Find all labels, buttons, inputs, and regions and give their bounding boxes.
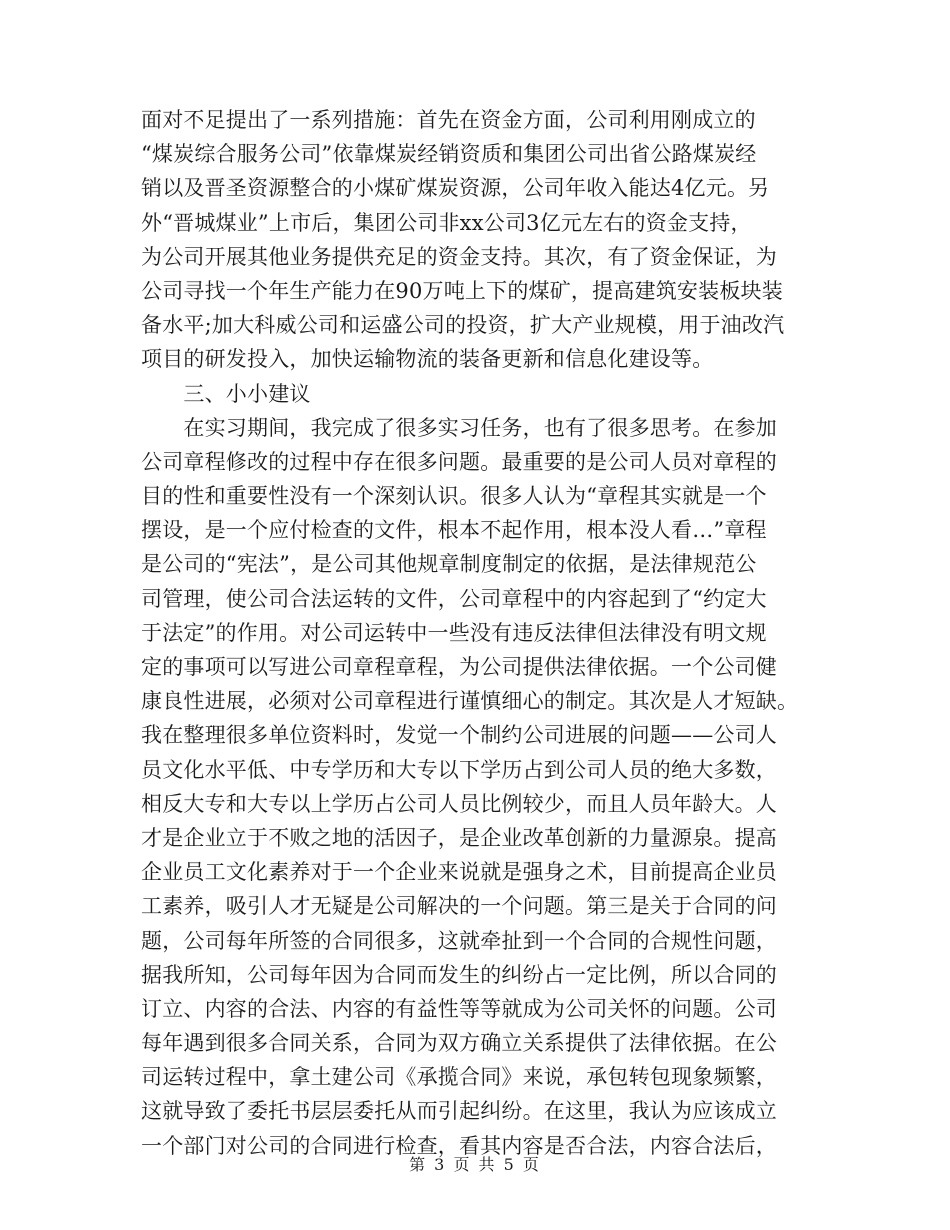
- text-line: 这就导致了委托书层层委托从而引起纠纷。在这里，我认为应该成立: [141, 1099, 777, 1124]
- page-number-footer: 第 3 页 共 5 页: [409, 1155, 541, 1174]
- text-line: 摆设，是一个应付检查的文件，根本不起作用，根本没人看…”章程: [141, 518, 767, 543]
- text-line: 据我所知，公司每年因为合同而发生的纠纷占一定比例，所以合同的: [141, 962, 777, 987]
- text-line: 外“晋城煤业”上市后，集团公司非xx公司3亿元左右的资金支持，: [141, 210, 752, 235]
- text-line: 面对不足提出了一系列措施：首先在资金方面，公司利用刚成立的: [141, 108, 756, 132]
- text-line: 公司章程修改的过程中存在很多问题。最重要的是公司人员对章程的: [141, 449, 777, 474]
- text-line: 订立、内容的合法、内容的有益性等等就成为公司关怀的问题。公司: [141, 996, 777, 1021]
- body-text: [141, 103, 813, 1163]
- text-line: 康良性进展，必须对公司章程进行谨慎细心的制定。其次是人才短缺。: [141, 689, 799, 714]
- text-line: 相反大专和大专以上学历占公司人员比例较少，而且人员年龄大。人: [141, 791, 777, 816]
- text-line: 我在整理很多单位资料时，发觉一个制约公司进展的问题——公司人: [141, 723, 777, 748]
- text-line: “煤炭综合服务公司”依靠煤炭经销资质和集团公司出省公路煤炭经: [141, 142, 757, 167]
- section-heading: 三、小小建议: [141, 381, 311, 406]
- text-line: 目的性和重要性没有一个深刻认识。很多人认为“章程其实就是一个: [141, 484, 767, 509]
- text-line: 员文化水平低、中专学历和大专以下学历占到公司人员的绝大多数，: [141, 757, 777, 782]
- text-line: 为公司开展其他业务提供充足的资金支持。其次，有了资金保证，为: [141, 244, 777, 269]
- text-line: 企业员工文化素养对于一个企业来说就是强身之术，目前提高企业员: [141, 860, 777, 885]
- text-line: 在实习期间，我完成了很多实习任务，也有了很多思考。在参加: [141, 415, 777, 440]
- text-line: 销以及晋圣资源整合的小煤矿煤炭资源，公司年收入能达4亿元。另: [141, 176, 770, 201]
- text-line: 定的事项可以写进公司章程章程，为公司提供法律依据。一个公司健: [141, 655, 777, 679]
- text-line: 公司寻找一个年生产能力在90万吨上下的煤矿，提高建筑安装板块装: [141, 278, 783, 303]
- text-line: 司管理，使公司合法运转的文件，公司章程中的内容起到了“约定大: [141, 586, 767, 611]
- text-line: 司运转过程中，拿土建公司《承揽合同》来说，承包转包现象频繁，: [141, 1065, 777, 1090]
- text-line: 备水平;加大科威公司和运盛公司的投资，扩大产业规模，用于油改汽: [141, 313, 785, 338]
- text-line: 是公司的“宪法”，是公司其他规章制度制定的依据，是法律规范公: [141, 552, 757, 577]
- text-line: 项目的研发投入，加快运输物流的装备更新和信息化建设等。: [141, 347, 714, 372]
- text-line: 题，公司每年所签的合同很多，这就牵扯到一个合同的合规性问题，: [141, 928, 777, 953]
- text-line: 每年遇到很多合同关系，合同为双方确立关系提供了法律依据。在公: [141, 1031, 777, 1056]
- text-line: 于法定”的作用。对公司运转中一些没有违反法律但法律没有明文规: [141, 620, 767, 645]
- text-line: 工素养，吸引人才无疑是公司解决的一个问题。第三是关于合同的问: [141, 894, 777, 919]
- text-line: 才是企业立于不败之地的活因子，是企业改革创新的力量源泉。提高: [141, 825, 777, 850]
- text-line: 一个部门对公司的合同进行检查，看其内容是否合法，内容合法后，: [141, 1133, 777, 1158]
